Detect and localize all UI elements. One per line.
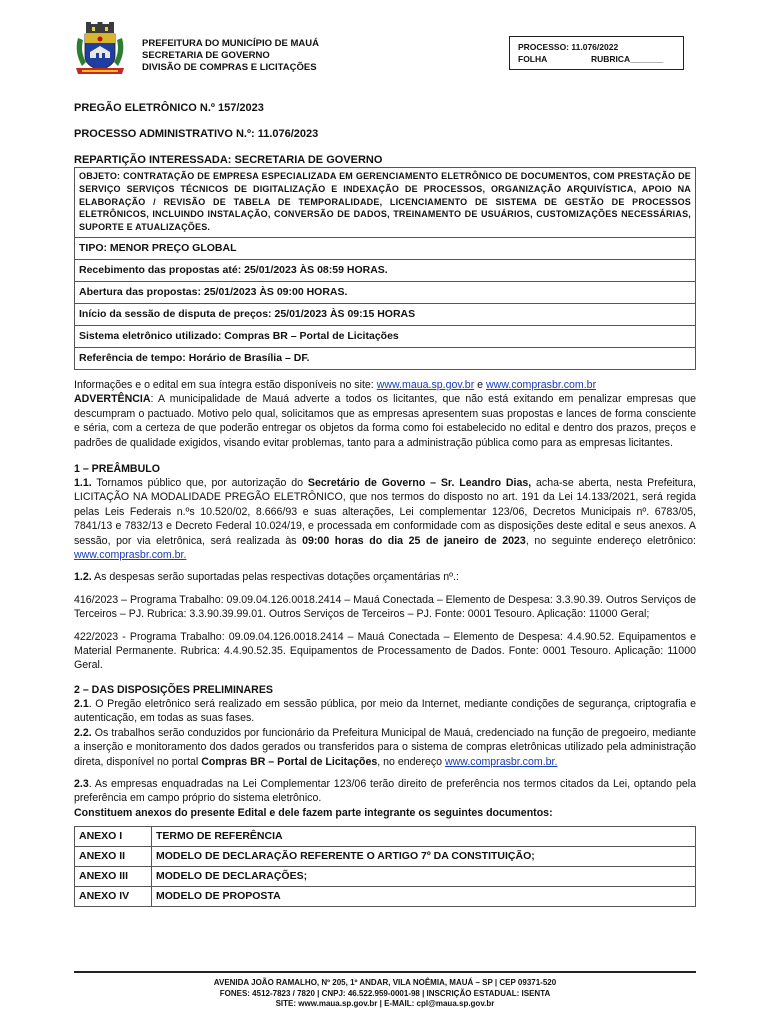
p11-secretary: Secretário de Governo – Sr. Leandro Dias, (307, 477, 532, 490)
p11-text-a: Tornamos público que, por autorização do (91, 477, 308, 490)
dotacao-422: 422/2023 - Programa Trabalho: 09.09.04.126.0018.2414 – Mauá Conectada – Elemento de Despesa: 4.4.90.52. Equipamentos e Material Permanente. Rubrica: 4.4.90.52.35. Equipamentos de Processamento de Dados. Fonte: 0001 Tesouro. Aplicação: 11000 Geral. (74, 630, 696, 672)
paragraph-2-1 (74, 697, 696, 726)
process-box (509, 36, 684, 70)
section2-title: 2 – DAS DISPOSIÇÕES PRELIMINARES (74, 683, 273, 696)
p21-text: . O Pregão eletrônico será realizado em sessão pública, por meio da Internet, mediante condições de segurança, criptografia e autenticação, em todas as suas fases. (74, 697, 696, 725)
table-row (75, 847, 696, 867)
paragraph-1-1 (74, 476, 696, 562)
annex-table (74, 826, 696, 907)
annex-desc: MODELO DE PROPOSTA (152, 887, 696, 907)
info-and: e (474, 378, 487, 391)
p23-number: 2.3 (74, 777, 89, 790)
annex-desc: TERMO DE REFERÊNCIA (152, 827, 696, 847)
p11-text-c: , no seguinte endereço eletrônico: (525, 534, 696, 547)
p21-number: 2.1 (74, 697, 89, 710)
table-row (75, 887, 696, 907)
p12-number: 1.2. (74, 571, 92, 584)
referencia-cell: Referência de tempo: Horário de Brasília – DF. (75, 347, 696, 369)
p11-session-date: 09:00 horas do dia 25 de janeiro de 2023 (302, 534, 526, 547)
p23-text: . As empresas enquadradas na Lei Complementar 123/06 terão direito de preferência nos termos citados da Lei, optando pela preferência em campo próprio do sistema eletrônico. (74, 777, 696, 805)
footer-address: AVENIDA JOÃO RAMALHO, Nº 205, 1º ANDAR, VILA NOÊMIA, MAUÁ – SP | CEP 09371-520 (213, 978, 557, 987)
p22-portal: Compras BR – Portal de Licitações (201, 755, 378, 768)
footer-contact: SITE: www.maua.sp.gov.br | E-MAIL: cpl@maua.sp.gov.br (275, 999, 495, 1008)
tipo-cell: TIPO: MENOR PREÇO GLOBAL (75, 237, 696, 259)
p22-link[interactable]: www.comprasbr.com.br. (444, 755, 558, 768)
paragraph-2-3 (74, 777, 696, 806)
org-secretariat: SECRETARIA DE GOVERNO (142, 50, 270, 61)
advertencia-text: : A municipalidade de Mauá adverte a todos os licitantes, que não está exitando em penalizar empresas que descumpram o pactuado. Motivo pelo qual, solicitamos que as empresas apresentem suas propostas e lances de forma consciente e séria, com a certeza de que poderão entregar os objetos da forma como foi estabelecido no edital e dentro dos prazos, preços e padrões de qualidade exigidos, visando evitar problemas, tanto para a administração pública como para as empresas licitantes. (74, 393, 696, 449)
reparticao-interessada: REPARTIÇÃO INTERESSADA: SECRETARIA DE GOVERNO (74, 154, 383, 166)
annex-code: ANEXO IV (75, 887, 152, 907)
objeto-cell: OBJETO: CONTRATAÇÃO DE EMPRESA ESPECIALIZADA EM GERENCIAMENTO ELETRÔNICO DE DOCUMENTOS, COM PRESTAÇÃO DE SERVIÇO SERVIÇOS TÉCNICOS DE DIGITALIZAÇÃO E INDEXAÇÃO DE PROCESSOS, ORGANIZAÇÃO ARQUIVÍSTICA, APOIO NA ELABORAÇÃO / REVISÃO DE TABELA DE TEMPORALIDADE, LICENCIAMENTO DE SISTEMA DE GESTÃO DE PROCESSOS ELETRÔNICOS, INCLUINDO INSTALAÇÃO, CONVERSÃO DE DADOS, TREINAMENTO DE USUÁRIOS, CUSTOMIZAÇÕES NECESSÁRIAS, SUPORTE E ATUALIZAÇÕES. (75, 168, 696, 238)
annex-code: ANEXO I (75, 827, 152, 847)
annex-code: ANEXO II (75, 847, 152, 867)
sistema-cell: Sistema eletrônico utilizado: Compras BR – Portal de Licitações (75, 325, 696, 347)
dotacao-416: 416/2023 – Programa Trabalho: 09.09.04.126.0018.2414 – Mauá Conectada – Elemento de Despesa: 3.3.90.39. Outros Serviços de Terceiros – PJ. Rubrica: 3.3.90.39.99.01. Outros Serviços de Terceiros – PJ. Fonte: 0001 Tesouro. Aplicação: 11000 Geral; (74, 593, 696, 621)
header-organization (142, 38, 319, 74)
info-paragraph (74, 378, 696, 392)
p22-text-b: , no endereço (377, 755, 445, 768)
org-division: DIVISÃO DE COMPRAS E LICITAÇÕES (142, 62, 317, 73)
info-text: Informações e o edital em sua íntegra estão disponíveis no site: (74, 378, 377, 391)
abertura-cell: Abertura das propostas: 25/01/2023 ÀS 09:00 HORAS. (75, 281, 696, 303)
paragraph-2-2 (74, 726, 696, 769)
rubrica-label: RUBRICA_______ (591, 54, 664, 64)
advertencia-label: ADVERTÊNCIA (74, 393, 151, 406)
paragraph-1-2 (74, 570, 696, 584)
link-maua[interactable]: www.maua.sp.gov.br (376, 378, 475, 391)
process-number: PROCESSO: 11.076/2022 (518, 42, 619, 52)
table-row (75, 827, 696, 847)
inicio-cell: Início da sessão de disputa de preços: 25/01/2023 ÀS 09:15 HORAS (75, 303, 696, 325)
p11-number: 1.1. (74, 477, 92, 490)
section1-title: 1 – PREÂMBULO (74, 463, 160, 476)
processo-administrativo: PROCESSO ADMINISTRATIVO N.º: 11.076/2023 (74, 128, 319, 140)
p11-text-b: acha-se aberta, nesta Prefeitura, LICITAÇÃO NA MODALIDADE PREGÃO ELETRÔNICO, que nos termos do disposto no art. 191 da Lei 14.133/2021, será regida pelas Leis Federais n.ºs 10.520/02, 8.666/93 e suas alterações, Lei complementar 123/06, Decretos Municipais nº. 6783/05, 7841/13 e 7832/13 e Decreto Federal 10.024/19, e processada em conformidade com as disposições deste edital e seus anexos. A sessão, por via eletrônica, será realizada às (74, 477, 696, 547)
footer-phones: FONES: 4512-7823 / 7820 | CNPJ: 46.522.959-0001-98 | INSCRIÇÃO ESTADUAL: ISENTA (219, 988, 551, 998)
annex-desc: MODELO DE DECLARAÇÕES; (152, 867, 696, 887)
annex-intro: Constituem anexos do presente Edital e dele fazem parte integrante os seguintes documentos: (74, 806, 553, 819)
folha-label: FOLHA (518, 54, 548, 64)
footer-divider (74, 971, 696, 973)
p12-text: As despesas serão suportadas pelas respectivas dotações orçamentárias nº.: (91, 571, 459, 584)
municipal-crest-logo (72, 22, 128, 76)
p11-link[interactable]: www.comprasbr.com.br. (74, 549, 187, 562)
advertencia-paragraph (74, 392, 696, 450)
info-table (74, 167, 696, 370)
p22-number: 2.2. (74, 726, 92, 739)
pregao-title: PREGÃO ELETRÔNICO N.º 157/2023 (74, 102, 264, 114)
table-row (75, 867, 696, 887)
annex-desc: MODELO DE DECLARAÇÃO REFERENTE O ARTIGO 7º DA CONSTITUIÇÃO; (152, 847, 696, 867)
org-name: PREFEITURA DO MUNICÍPIO DE MAUÁ (142, 38, 319, 49)
p22-text-a: Os trabalhos serão conduzidos por funcionário da Prefeitura Municipal de Mauá, credenciado na função de pregoeiro, mediante a inserção e monitoramento dos dados gerados ou transferidos para o sistema de compras eletrônicas utilizado pela administração direta, disponível no portal (74, 726, 696, 768)
link-comprasbr[interactable]: www.comprasbr.com.br (486, 378, 597, 391)
footer (74, 978, 696, 1010)
annex-code: ANEXO III (75, 867, 152, 887)
document-body (74, 101, 696, 907)
recebimento-cell: Recebimento das propostas até: 25/01/2023 ÀS 08:59 HORAS. (75, 259, 696, 281)
